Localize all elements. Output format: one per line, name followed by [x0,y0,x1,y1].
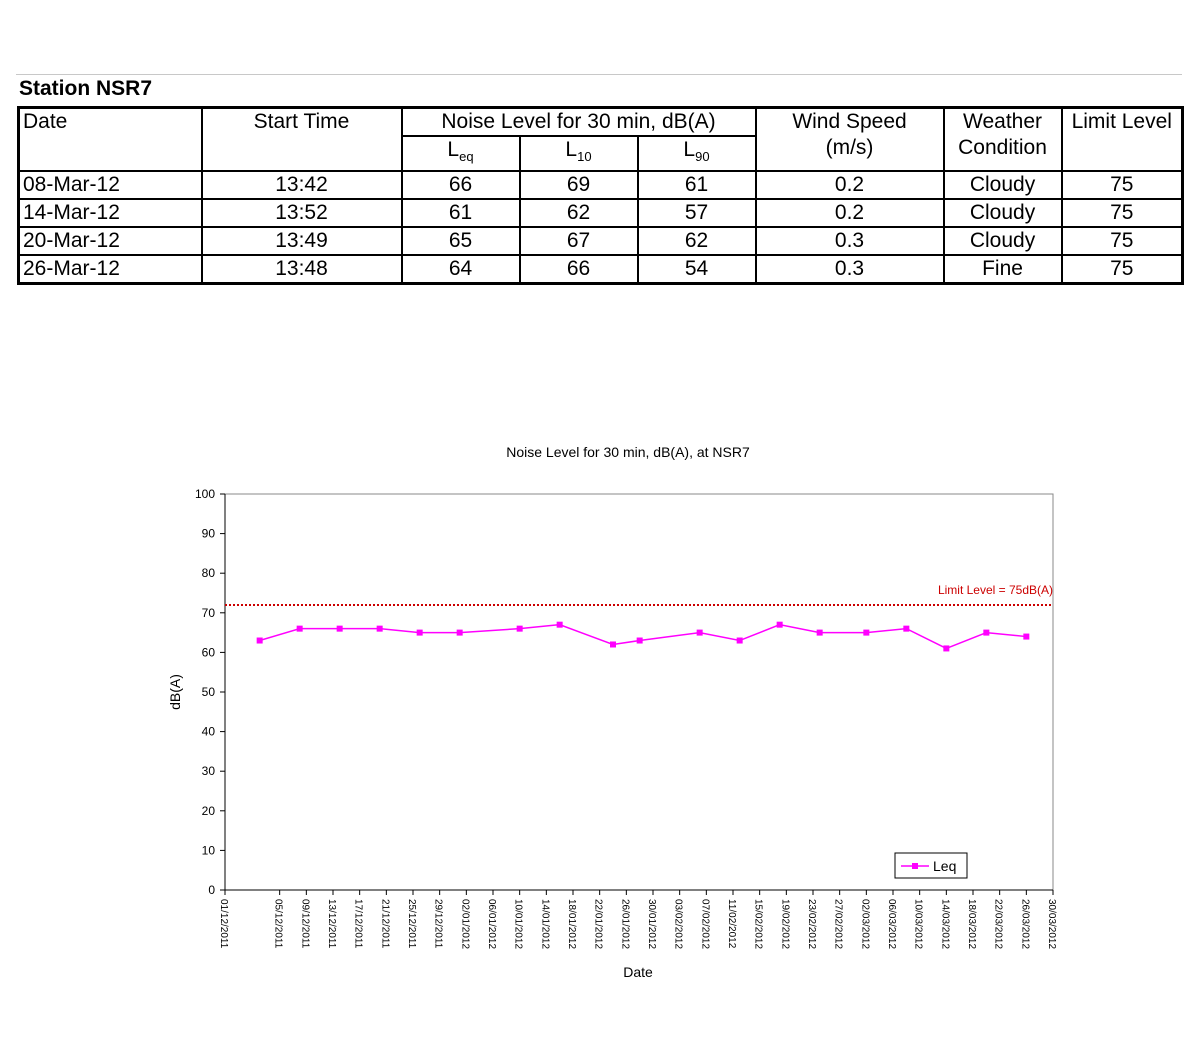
table-row [19,199,1183,227]
table-row [19,227,1183,255]
noise-level-chart [0,430,1202,990]
x-tick-label: 07/02/2012 [699,899,711,950]
y-tick-label: 10 [201,843,215,858]
x-tick-label: 06/03/2012 [886,899,897,950]
x-tick-label: 17/12/2011 [352,899,364,949]
header-leq [402,136,520,171]
y-tick-group [195,487,225,897]
x-tick-group [218,890,1057,949]
series-point-leq [983,630,989,636]
x-tick-label: 15/02/2012 [752,899,764,950]
cell-l90: 54 [638,255,756,284]
cell-date: 20-Mar-12 [19,227,202,255]
cell-start-time: 13:48 [202,255,402,284]
header-l10-symbol: L [565,138,578,161]
cell-leq: 61 [402,199,520,227]
cell-l10: 69 [520,171,638,199]
x-tick-label: 21/12/2011 [379,899,391,949]
y-tick-label: 50 [201,685,215,699]
x-tick-label: 11/02/2012 [726,899,737,949]
cell-start-time: 13:42 [202,171,402,199]
series-point-leq [1023,634,1029,640]
table-row [19,171,1183,199]
header-weather-line1: Weather [963,110,1043,133]
series-point-leq [777,622,783,628]
x-tick-label: 26/03/2012 [1019,899,1031,950]
series-point-leq [697,630,703,636]
cell-weather: Fine [944,255,1062,284]
y-axis-label: dB(A) [167,674,183,710]
cell-limit-level: 75 [1062,227,1183,255]
series-point-leq [417,630,423,636]
cell-l10: 66 [520,255,638,284]
cell-leq: 65 [402,227,520,255]
x-tick-label: 01/12/2011 [218,899,229,949]
plot-area [225,494,1053,890]
noise-data-table [17,106,1184,285]
cell-l10: 62 [520,199,638,227]
cell-l10: 67 [520,227,638,255]
x-tick-label: 18/01/2012 [566,899,577,950]
series-point-leq [557,622,563,628]
series-point-leq [517,626,523,632]
legend-label: Leq [933,858,957,874]
series-point-leq [257,638,263,644]
cell-wind-speed: 0.3 [756,255,944,284]
x-tick-label: 23/02/2012 [806,899,817,950]
header-l90-symbol: L [683,138,696,161]
y-tick-label: 90 [201,526,215,541]
series-point-leq [610,641,616,647]
x-tick-label: 09/12/2011 [299,899,311,949]
y-tick-label: 0 [208,883,215,897]
cell-l90: 57 [638,199,756,227]
station-title: Station NSR7 [19,77,153,100]
cell-wind-speed: 0.2 [756,171,944,199]
x-tick-label: 05/12/2011 [272,899,284,949]
cell-date: 26-Mar-12 [19,255,202,284]
table-row [19,255,1183,284]
x-tick-label: 29/12/2011 [432,899,444,949]
series-point-leq [457,630,463,636]
header-l90-sub: 90 [695,149,710,164]
header-leq-sub: eq [459,149,474,164]
header-wind-speed [756,108,944,172]
cell-weather: Cloudy [944,171,1062,199]
header-l10-sub: 10 [577,149,592,164]
cell-weather: Cloudy [944,199,1062,227]
series-point-leq [637,638,643,644]
y-tick-label: 30 [201,764,215,779]
x-axis-label: Date [623,964,653,980]
cell-date: 08-Mar-12 [19,171,202,199]
cell-limit-level: 75 [1062,199,1183,227]
cell-leq: 66 [402,171,520,199]
x-tick-label: 22/03/2012 [992,899,1004,950]
x-tick-label: 14/01/2012 [539,899,551,950]
series-point-leq [817,630,823,636]
x-tick-label: 26/01/2012 [619,899,631,950]
header-l10 [520,136,638,171]
chart-title: Noise Level for 30 min, dB(A), at NSR7 [506,444,750,460]
cell-l90: 62 [638,227,756,255]
y-tick-label: 60 [201,645,215,660]
x-tick-label: 13/12/2011 [326,899,337,949]
y-tick-label: 100 [194,487,215,501]
header-leq-symbol: L [447,138,460,161]
legend-swatch-marker [912,863,918,869]
header-wind-speed-line2: (m/s) [825,136,874,159]
x-tick-label: 18/03/2012 [966,899,977,950]
y-tick-label: 80 [201,566,215,581]
x-tick-label: 27/02/2012 [832,899,844,950]
header-wind-speed-line1: Wind Speed [792,110,907,133]
series-point-leq [377,626,383,632]
x-tick-label: 03/02/2012 [672,899,684,950]
x-tick-label: 30/03/2012 [1046,899,1057,950]
x-tick-label: 10/01/2012 [512,899,524,950]
x-tick-label: 25/12/2011 [406,899,417,949]
cell-l90: 61 [638,171,756,199]
cell-start-time: 13:52 [202,199,402,227]
header-limit-level: Limit Level [1062,108,1183,172]
x-tick-label: 10/03/2012 [912,899,924,950]
cell-wind-speed: 0.3 [756,227,944,255]
y-tick-label: 70 [201,605,215,620]
cell-limit-level: 75 [1062,171,1183,199]
cell-date: 14-Mar-12 [19,199,202,227]
legend [895,853,967,878]
x-tick-label: 14/03/2012 [939,899,951,950]
series-point-leq [337,626,343,632]
header-noise-level: Noise Level for 30 min, dB(A) [402,108,756,137]
x-tick-label: 02/03/2012 [859,899,871,950]
x-tick-label: 06/01/2012 [486,899,497,950]
x-tick-label: 22/01/2012 [592,899,604,950]
series-point-leq [943,645,949,651]
table-header-row [19,108,1183,137]
cell-wind-speed: 0.2 [756,199,944,227]
header-start-time: Start Time [202,108,402,172]
y-tick-label: 20 [201,803,215,818]
series-point-leq [863,630,869,636]
header-date: Date [19,108,202,172]
cell-limit-level: 75 [1062,255,1183,284]
series-point-leq [903,626,909,632]
cell-weather: Cloudy [944,227,1062,255]
header-weather-line2: Condition [958,136,1047,159]
series-point-leq [297,626,303,632]
header-weather [944,108,1062,172]
top-divider [16,74,1182,75]
cell-leq: 64 [402,255,520,284]
x-tick-label: 02/01/2012 [459,899,471,950]
x-tick-label: 19/02/2012 [779,899,791,950]
x-tick-label: 30/01/2012 [646,899,657,950]
limit-level-label: Limit Level = 75dB(A) [937,583,1053,597]
header-l90 [638,136,756,171]
cell-start-time: 13:49 [202,227,402,255]
y-tick-label: 40 [201,724,215,739]
series-point-leq [737,638,743,644]
